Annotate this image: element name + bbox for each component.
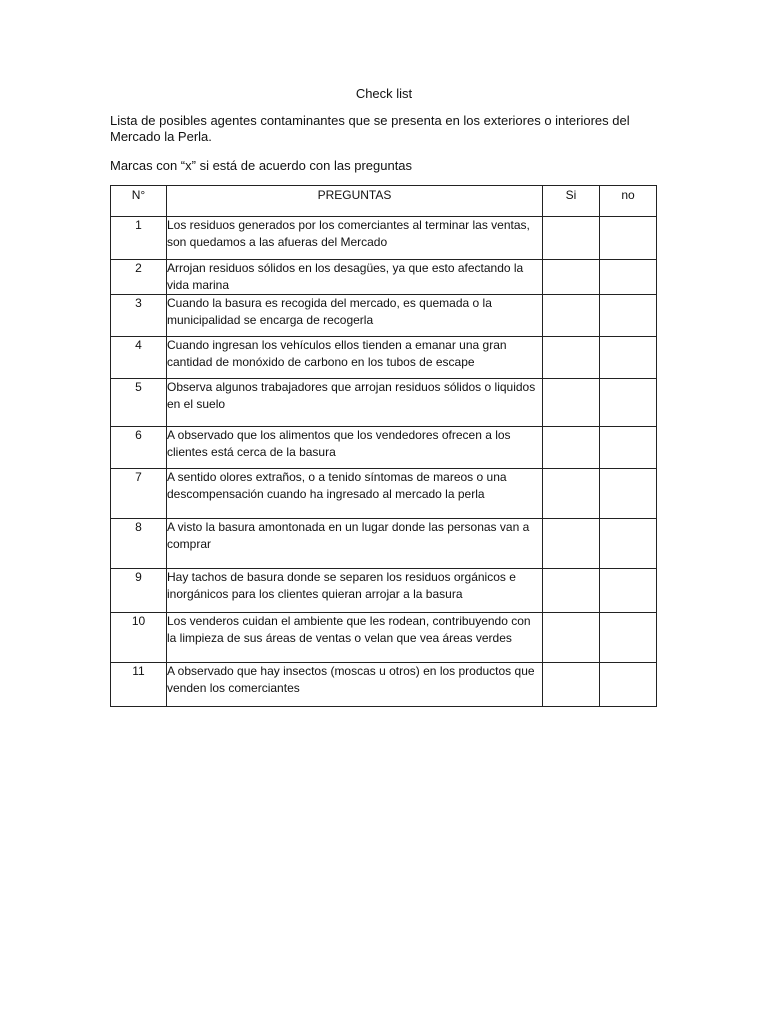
row-number: 8	[111, 519, 167, 569]
no-checkbox-cell[interactable]	[600, 613, 657, 663]
table-row	[111, 217, 657, 260]
instruction-text: Marcas con “x” si está de acuerdo con las preguntas	[110, 158, 413, 173]
row-question: A visto la basura amontonada en un lugar donde las personas van a comprar	[167, 519, 543, 569]
no-checkbox-cell[interactable]	[600, 469, 657, 519]
row-question: Cuando la basura es recogida del mercado, es quemada o la municipalidad se encarga de recogerla	[167, 295, 543, 337]
yes-checkbox-cell[interactable]	[543, 379, 600, 427]
row-question: Observa algunos trabajadores que arrojan residuos sólidos o liquidos en el suelo	[167, 379, 543, 427]
no-checkbox-cell[interactable]	[600, 519, 657, 569]
row-number: 2	[111, 260, 167, 295]
row-question: Cuando ingresan los vehículos ellos tienden a emanar una gran cantidad de monóxido de carbono en los tubos de escape	[167, 337, 543, 379]
no-checkbox-cell[interactable]	[600, 379, 657, 427]
table-row	[111, 427, 657, 469]
header-yes: Si	[543, 186, 600, 217]
yes-checkbox-cell[interactable]	[543, 260, 600, 295]
row-number: 3	[111, 295, 167, 337]
row-number: 6	[111, 427, 167, 469]
table-row	[111, 613, 657, 663]
yes-checkbox-cell[interactable]	[543, 217, 600, 260]
no-checkbox-cell[interactable]	[600, 569, 657, 613]
row-question: A observado que hay insectos (moscas u otros) en los productos que venden los comerciantes	[167, 663, 543, 707]
table-row	[111, 469, 657, 519]
table-row	[111, 569, 657, 613]
header-question: PREGUNTAS	[167, 186, 543, 217]
row-question: Los residuos generados por los comerciantes al terminar las ventas, son quedamos a las afueras del Mercado	[167, 217, 543, 260]
table-header-row	[111, 186, 657, 217]
row-number: 1	[111, 217, 167, 260]
table-row	[111, 663, 657, 707]
no-checkbox-cell[interactable]	[600, 663, 657, 707]
header-no: no	[600, 186, 657, 217]
table-row	[111, 295, 657, 337]
table-row	[111, 260, 657, 295]
no-checkbox-cell[interactable]	[600, 427, 657, 469]
table-row	[111, 519, 657, 569]
checklist-table	[110, 185, 657, 707]
row-question: A observado que los alimentos que los vendedores ofrecen a los clientes está cerca de la basura	[167, 427, 543, 469]
header-number: N°	[111, 186, 167, 217]
no-checkbox-cell[interactable]	[600, 217, 657, 260]
no-checkbox-cell[interactable]	[600, 295, 657, 337]
table-row	[111, 337, 657, 379]
row-number: 5	[111, 379, 167, 427]
row-question: Hay tachos de basura donde se separen los residuos orgánicos e inorgánicos para los clientes quieran arrojar a la basura	[167, 569, 543, 613]
row-number: 10	[111, 613, 167, 663]
no-checkbox-cell[interactable]	[600, 337, 657, 379]
page-title: Check list	[355, 86, 413, 101]
yes-checkbox-cell[interactable]	[543, 337, 600, 379]
yes-checkbox-cell[interactable]	[543, 469, 600, 519]
row-number: 4	[111, 337, 167, 379]
row-question: Los venderos cuidan el ambiente que les rodean, contribuyendo con la limpieza de sus áreas de ventas o velan que vea áreas verdes	[167, 613, 543, 663]
yes-checkbox-cell[interactable]	[543, 427, 600, 469]
row-number: 9	[111, 569, 167, 613]
yes-checkbox-cell[interactable]	[543, 295, 600, 337]
yes-checkbox-cell[interactable]	[543, 613, 600, 663]
yes-checkbox-cell[interactable]	[543, 569, 600, 613]
yes-checkbox-cell[interactable]	[543, 663, 600, 707]
row-number: 11	[111, 663, 167, 707]
yes-checkbox-cell[interactable]	[543, 519, 600, 569]
no-checkbox-cell[interactable]	[600, 260, 657, 295]
row-number: 7	[111, 469, 167, 519]
row-question: Arrojan residuos sólidos en los desagües, ya que esto afectando la vida marina	[167, 260, 543, 295]
row-question: A sentido olores extraños, o a tenido síntomas de mareos o una descompensación cuando ha ingresado al mercado la perla	[167, 469, 543, 519]
table-row	[111, 379, 657, 427]
intro-paragraph: Lista de posibles agentes contaminantes que se presenta en los exteriores o interiores del Mercado la Perla.	[110, 113, 630, 144]
